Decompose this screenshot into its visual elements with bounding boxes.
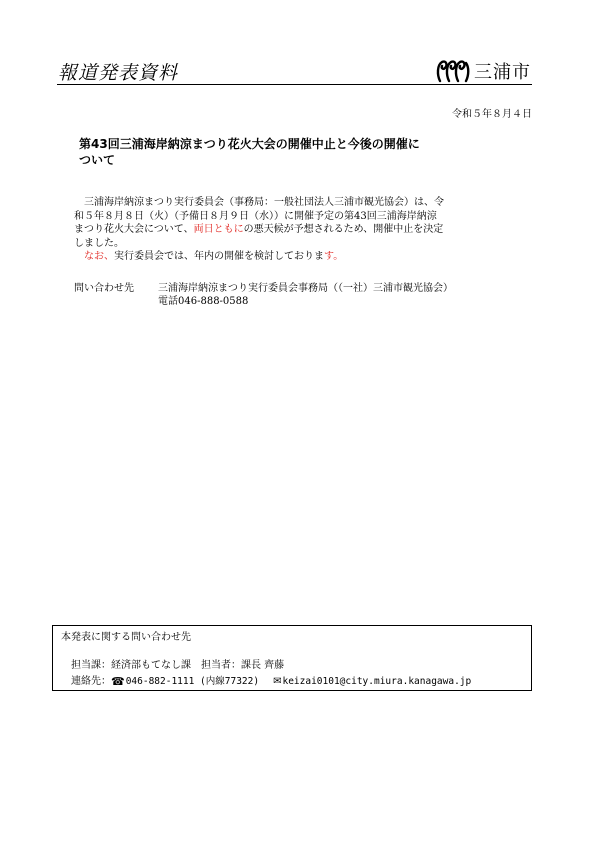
para1-line-1: 三浦海岸納涼まつり実行委員会（事務局：一般社団法人三浦市観光協会）は、令 (84, 197, 444, 208)
title-line-2: ついて (79, 153, 116, 167)
contact-box-title: 本発表に関する問い合わせ先 (61, 632, 191, 643)
department-name: 経済部もてなし課 (111, 660, 191, 671)
city-name: 三浦市 (474, 62, 531, 83)
document-title (79, 136, 499, 168)
phone-icon: ☎ (111, 675, 125, 688)
person-label: 担当者： (201, 660, 241, 671)
contact-email[interactable]: keizai0101@city.miura.kanagawa.jp (282, 676, 472, 687)
release-date: 令和５年８月４日 (452, 109, 532, 120)
person-name: 課長 齊藤 (241, 660, 285, 671)
para2-text: 実行委員会では、年内の開催を検討しておりま (114, 251, 324, 262)
mail-icon: ✉ (273, 676, 282, 687)
para2-red-end: す。 (324, 251, 344, 262)
contact-box (52, 625, 532, 691)
para2-red-start: なお、 (84, 251, 114, 262)
inquiry-organization: 三浦海岸納涼まつり実行委員会事務局（（一社）三浦市観光協会） (158, 283, 453, 294)
para1-line-3-b: の悪天候が予想されるため、開催中止を決定 (243, 224, 444, 235)
header-divider (57, 84, 532, 85)
para1-line-3-a: まつり花火大会について、 (74, 224, 194, 235)
contact-phone: 046-882-1111 (内線77322) (125, 676, 260, 687)
title-line-1: 第43回三浦海岸納涼まつり花火大会の開催中止と今後の開催に (79, 137, 420, 151)
para1-line-2: 和５年８月８日（火）（予備日８月９日（水））に開催予定の第43回三浦海岸納涼 (74, 210, 437, 222)
body-paragraphs (74, 196, 532, 264)
para1-line-4: しました。 (74, 237, 124, 249)
department-row (71, 658, 284, 673)
inquiry-label: 問い合わせ先 (74, 283, 134, 294)
press-release-heading: 報道発表資料 (58, 62, 179, 84)
para1-line-3 (74, 223, 532, 237)
contact-row (71, 674, 471, 689)
miura-city-emblem-icon (436, 59, 470, 83)
department-label: 担当課： (71, 660, 111, 671)
inquiry-section (74, 282, 453, 308)
highlight-both-days: 両日ともに (193, 224, 244, 235)
para2 (74, 250, 532, 264)
miura-city-logo (436, 58, 531, 84)
contact-label: 連絡先： (71, 676, 111, 687)
inquiry-phone: 電話046-888-0588 (158, 296, 249, 307)
